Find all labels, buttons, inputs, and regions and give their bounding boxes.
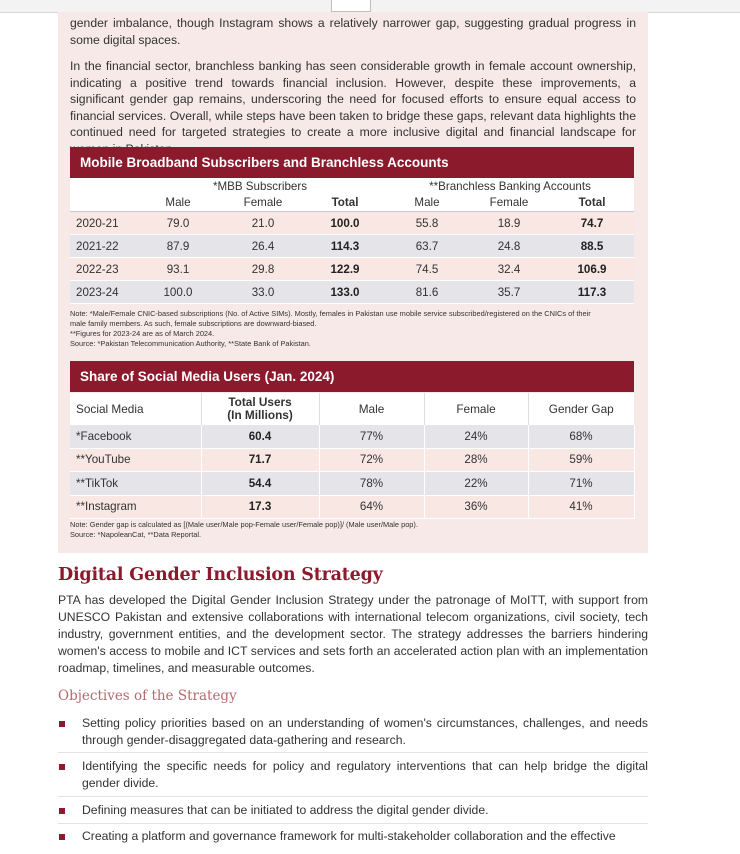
table-row <box>70 425 634 448</box>
header-total-users <box>201 393 319 425</box>
table2-title: Share of Social Media Users (Jan. 2024) <box>70 361 634 392</box>
total-cell: 114.3 <box>304 235 386 258</box>
value-cell: 68% <box>528 425 634 448</box>
value-cell: 26.4 <box>222 235 304 258</box>
social-media-table <box>70 393 635 519</box>
value-cell: 87.9 <box>134 235 222 258</box>
list-item <box>58 753 648 797</box>
total-cell: 100.0 <box>304 212 386 235</box>
value-cell: 71% <box>528 472 634 496</box>
total-cell: 117.3 <box>550 281 634 304</box>
bullet-marker <box>59 721 65 727</box>
objectives-title: Objectives of the Strategy <box>58 688 237 704</box>
year-cell: 2020-21 <box>70 212 134 235</box>
value-cell: 24% <box>424 425 528 448</box>
header-gender-gap: Gender Gap <box>528 393 634 425</box>
value-cell: 79.0 <box>134 212 222 235</box>
value-cell: 77% <box>319 425 424 448</box>
value-cell: 72% <box>319 448 424 472</box>
value-cell: 93.1 <box>134 258 222 281</box>
note-line: male family members. As such, female subscriptions are downward-biased. <box>70 319 317 328</box>
list-item <box>58 824 648 854</box>
total-cell: 74.7 <box>550 212 634 235</box>
sub-header: Female <box>222 194 304 212</box>
list-item <box>58 710 648 753</box>
bullet-marker <box>59 764 65 770</box>
sub-header: Total <box>550 194 634 212</box>
year-cell: 2023-24 <box>70 281 134 304</box>
table-row <box>70 258 634 281</box>
total-cell: 17.3 <box>201 495 319 519</box>
intro-paragraph-tail: gender imbalance, though Instagram shows a relatively narrower gap, suggesting gradual progress in some digital spaces. <box>70 16 636 47</box>
table-row <box>70 448 634 472</box>
value-cell: 63.7 <box>386 235 468 258</box>
strategy-paragraph: PTA has developed the Digital Gender Inclusion Strategy under the patronage of MoITT, with support from UNESCO Pakistan and extensive collaborations with international telecom organizations, civil society, tech industry, government entities, and the development sector. The strategy addresses the barriers hindering women's access to mobile and ICT services and sets forth an accelerated action plan with an implementation roadmap, timelines, and measurable outcomes. <box>58 593 648 675</box>
group-header-mbb: *MBB Subscribers <box>134 178 386 194</box>
value-cell: 35.7 <box>468 281 550 304</box>
note-line: Source: *NapoleanCat, **Data Reportal. <box>70 530 202 539</box>
total-cell: 122.9 <box>304 258 386 281</box>
year-cell: 2021-22 <box>70 235 134 258</box>
header-total-line2: (In Millions) <box>227 408 293 422</box>
sub-header: Total <box>304 194 386 212</box>
sub-header: Male <box>134 194 222 212</box>
total-cell: 60.4 <box>201 425 319 448</box>
header-social-media: Social Media <box>70 393 201 425</box>
value-cell: 78% <box>319 472 424 496</box>
section-title: Digital Gender Inclusion Strategy <box>58 565 383 585</box>
bullet-marker <box>59 834 65 840</box>
header-female: Female <box>424 393 528 425</box>
sub-header: Female <box>468 194 550 212</box>
value-cell: 18.9 <box>468 212 550 235</box>
table-row <box>70 472 634 496</box>
data-panel <box>58 12 648 553</box>
total-cell: 133.0 <box>304 281 386 304</box>
note-line: Source: *Pakistan Telecommunication Authority, **State Bank of Pakistan. <box>70 339 311 348</box>
value-cell: 74.5 <box>386 258 468 281</box>
list-item-text: Setting policy priorities based on an understanding of women's circumstances, challenges, and needs through gender-disaggregated data-gathering and research. <box>82 716 648 747</box>
objectives-list <box>58 710 648 854</box>
value-cell: 21.0 <box>222 212 304 235</box>
value-cell: 22% <box>424 472 528 496</box>
sub-header: Male <box>386 194 468 212</box>
platform-cell: **YouTube <box>70 448 201 472</box>
value-cell: 32.4 <box>468 258 550 281</box>
table1-note <box>70 309 640 349</box>
table1-corner <box>70 178 134 194</box>
table-row <box>70 235 634 258</box>
table2-note <box>70 520 640 540</box>
list-item <box>58 797 648 824</box>
value-cell: 36% <box>424 495 528 519</box>
group-header-branchless: **Branchless Banking Accounts <box>386 178 634 194</box>
table1-title: Mobile Broadband Subscribers and Branchless Accounts <box>70 147 634 178</box>
header-male: Male <box>319 393 424 425</box>
year-cell: 2022-23 <box>70 258 134 281</box>
intro-paragraph: In the financial sector, branchless banking has seen considerable growth in female account ownership, indicating a positive trend towards financial inclusion. However, despite these improvements, a significant gender gap remains, underscoring the need for focused efforts to ensure equal access to financial services. Overall, while steps have been taken to bridge these gaps, relevant data highlights the continued need for targeted strategies to create a more inclusive digital and financial landscape for <box>70 59 636 139</box>
value-cell: 59% <box>528 448 634 472</box>
value-cell: 55.8 <box>386 212 468 235</box>
platform-cell: **Instagram <box>70 495 201 519</box>
list-item-text: Identifying the specific needs for policy and regulatory interventions that can help bridge the digital gender divide. <box>82 759 648 790</box>
header-total-line1: Total Users <box>228 395 292 409</box>
value-cell: 28% <box>424 448 528 472</box>
total-cell: 54.4 <box>201 472 319 496</box>
sub-header-blank <box>70 194 134 212</box>
total-cell: 88.5 <box>550 235 634 258</box>
value-cell: 64% <box>319 495 424 519</box>
value-cell: 29.8 <box>222 258 304 281</box>
page-number-field[interactable] <box>331 0 371 12</box>
table-row <box>70 212 634 235</box>
value-cell: 81.6 <box>386 281 468 304</box>
list-item-text: Defining measures that can be initiated to address the digital gender divide. <box>82 803 489 817</box>
value-cell: 24.8 <box>468 235 550 258</box>
list-item-text: Creating a platform and governance framework for multi-stakeholder collaboration and the effective <box>82 829 616 843</box>
note-line: Note: Gender gap is calculated as [(Male user/Male pop-Female user/Female pop)]/ (Male user/Male pop). <box>70 520 418 529</box>
value-cell: 41% <box>528 495 634 519</box>
note-line: Note: *Male/Female CNIC-based subscriptions (No. of Active SIMs). Mostly, females in Pakistan use mobile service subscribed/registered on the CNICs of their <box>70 309 591 318</box>
total-cell: 106.9 <box>550 258 634 281</box>
note-line: **Figures for 2023-24 are as of March 2024. <box>70 329 215 338</box>
table-row <box>70 495 634 519</box>
value-cell: 33.0 <box>222 281 304 304</box>
platform-cell: *Facebook <box>70 425 201 448</box>
platform-cell: **TikTok <box>70 472 201 496</box>
mbb-branchless-table <box>70 178 634 304</box>
table-row <box>70 281 634 304</box>
total-cell: 71.7 <box>201 448 319 472</box>
bullet-marker <box>59 808 65 814</box>
value-cell: 100.0 <box>134 281 222 304</box>
